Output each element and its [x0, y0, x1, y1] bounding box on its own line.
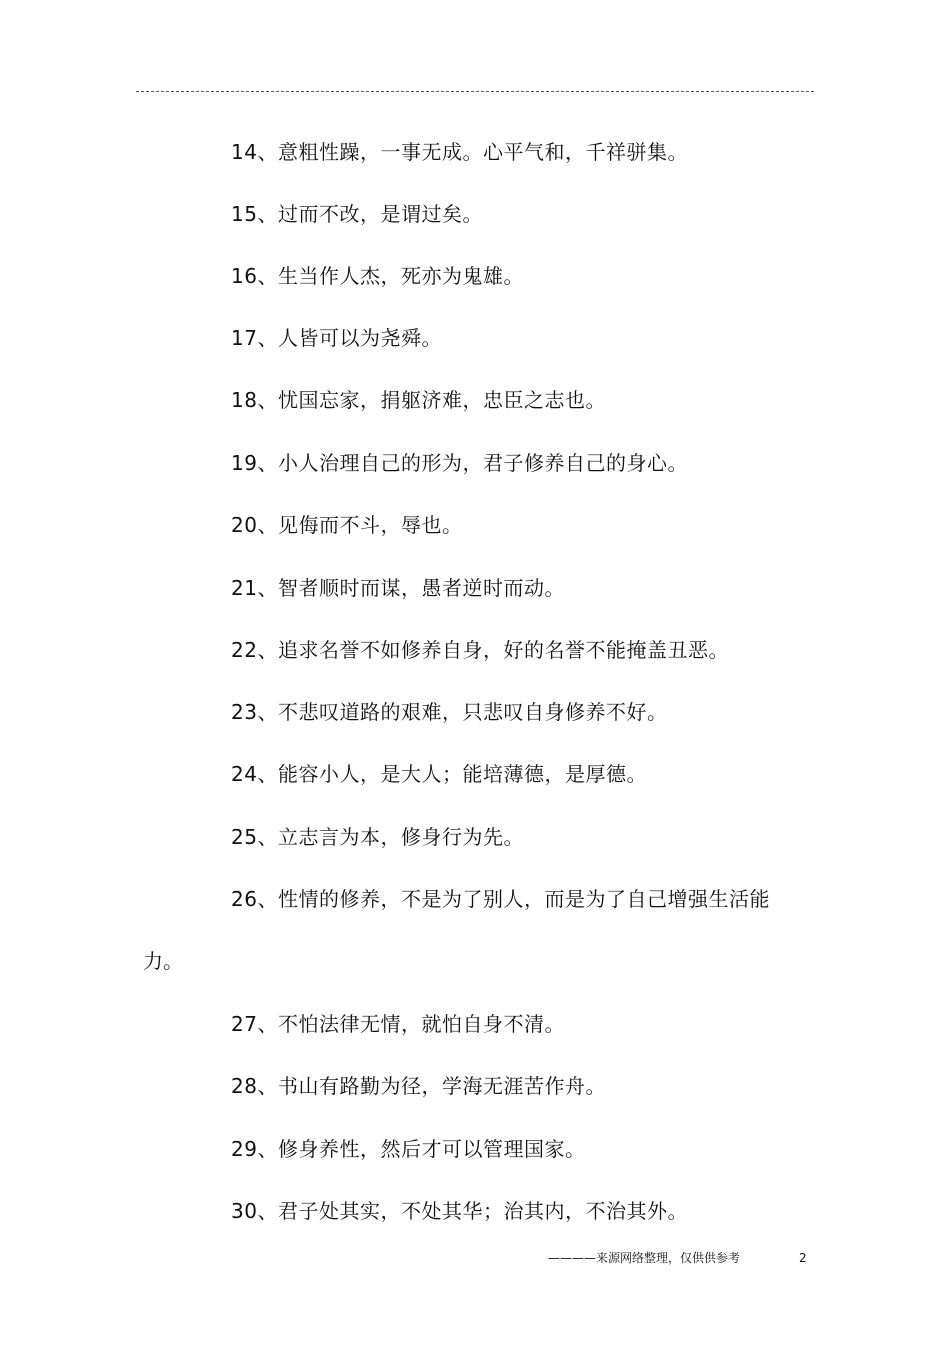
- quote-item: 24、能容小人，是大人；能培薄德，是厚德。: [231, 762, 647, 786]
- quote-item: 23、不悲叹道路的艰难，只悲叹自身修养不好。: [231, 700, 668, 724]
- quote-item: 26、性情的修养，不是为了别人，而是为了自己增强生活能: [231, 887, 770, 911]
- quote-item: 25、立志言为本，修身行为先。: [231, 825, 524, 849]
- header-divider: [136, 91, 814, 92]
- quote-item: 18、忧国忘家，捐躯济难，忠臣之志也。: [231, 388, 606, 412]
- quote-item: 19、小人治理自己的形为，君子修养自己的身心。: [231, 451, 688, 475]
- quote-item: 28、书山有路勤为径，学海无涯苦作舟。: [231, 1074, 606, 1098]
- quote-item: 22、追求名誉不如修养自身，好的名誉不能掩盖丑恶。: [231, 638, 729, 662]
- quote-item: 29、修身养性，然后才可以管理国家。: [231, 1137, 586, 1161]
- quote-item: 30、君子处其实，不处其华；治其内，不治其外。: [231, 1199, 688, 1223]
- quote-item: 17、人皆可以为尧舜。: [231, 326, 442, 350]
- quote-item: 20、见侮而不斗，辱也。: [231, 513, 463, 537]
- quote-item: 21、智者顺时而谋，愚者逆时而动。: [231, 576, 565, 600]
- footer-source-note: ————来源网络整理，仅供供参考: [548, 1251, 741, 1265]
- quote-item: 15、过而不改，是谓过矣。: [231, 202, 483, 226]
- quote-item: 14、意粗性躁，一事无成。心平气和，千祥骈集。: [231, 140, 688, 164]
- quote-item: 27、不怕法律无情，就怕自身不清。: [231, 1012, 565, 1036]
- quote-item-continuation: 力。: [143, 949, 183, 973]
- quote-item: 16、生当作人杰，死亦为鬼雄。: [231, 264, 524, 288]
- page-number: 2: [799, 1251, 807, 1265]
